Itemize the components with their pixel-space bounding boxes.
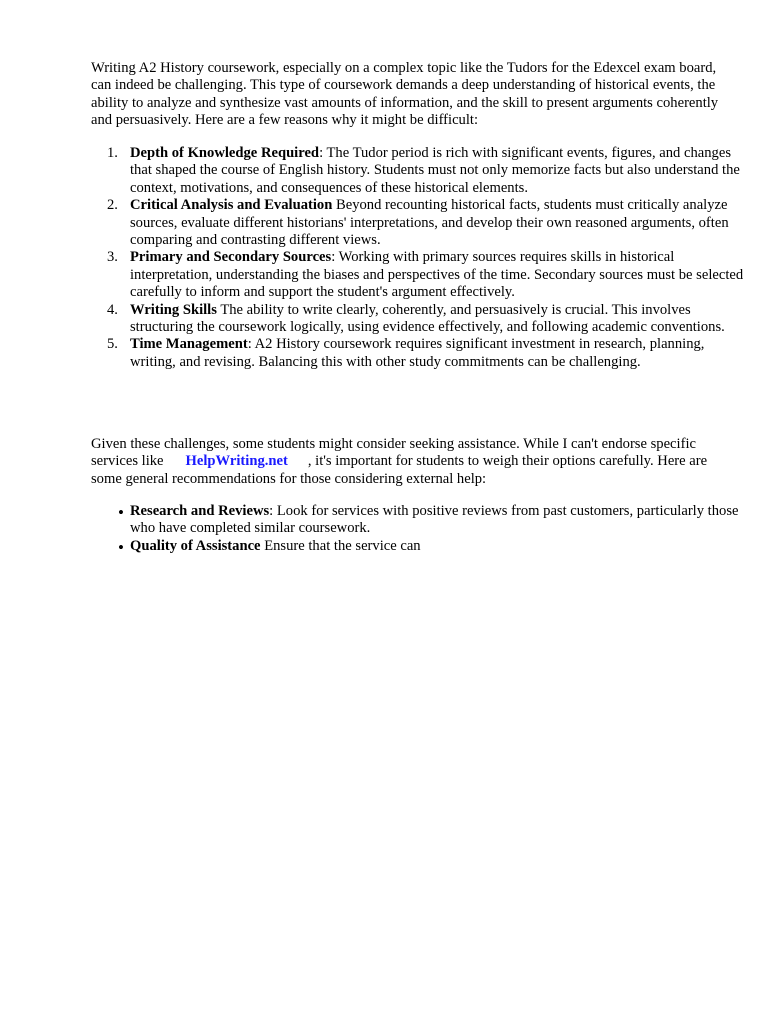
item-separator: : (331, 249, 339, 266)
list-item (107, 301, 750, 337)
list-item (107, 336, 750, 371)
given-text-after: , it's important for students to weigh their options carefully. Here are some general recommendations for those considering external help: (91, 453, 708, 487)
list-item (118, 537, 750, 557)
list-number: 5. (107, 336, 118, 353)
intro-paragraph: Writing A2 History coursework, especially on a complex topic like the Tudors for the Edexcel exam board, can indeed be challenging. This type of coursework demands a deep understanding of historical events, the ability to analyze and synthesize vast amounts of information, and the skill to present arguments coherently and persuasively. Here are a few reasons why it might be difficult: (91, 60, 719, 129)
given-text-before: Given these challenges, some students might consider seeking assistance. While I can't endorse specific services like (91, 436, 696, 470)
item-title: Critical Analysis and Evaluation (130, 197, 333, 214)
list-item (107, 197, 750, 249)
item-separator: : (269, 503, 277, 519)
helpwriting-link[interactable]: HelpWriting.net (185, 453, 288, 470)
list-number: 3. (107, 249, 118, 266)
item-title: Primary and Secondary Sources (130, 249, 332, 266)
given-paragraph (91, 436, 731, 488)
item-separator: : (247, 336, 255, 353)
item-title: Research and Reviews (130, 503, 270, 519)
item-title: Time Management (130, 336, 248, 353)
item-title: Depth of Knowledge Required (130, 145, 320, 161)
item-text: The Tudor period is rich with significant events, figures, and changes that shaped the course of English history. Students must not only memorize facts but also understand the context, motivations, and consequences of these historical elements. (130, 145, 740, 196)
bullet-icon: • (118, 503, 124, 522)
bullet-icon: • (118, 537, 124, 557)
item-title: Quality of Assistance (130, 537, 261, 554)
item-title: Writing Skills (130, 301, 217, 318)
item-text: A2 History coursework requires significant investment in research, planning, writing, and revising. Balancing this with other study commitments can be challenging. (130, 336, 705, 370)
item-text: Ensure that the service can (264, 537, 421, 554)
list-number: 2. (107, 197, 118, 214)
list-item (118, 503, 750, 538)
recommendations-list (91, 503, 750, 555)
list-number: 1. (107, 145, 118, 161)
item-separator: : (319, 145, 327, 161)
item-text: Beyond recounting historical facts, students must critically analyze sources, evaluate different historians' interpretations, and develop their own reasoned arguments, often comparing and contrasting different views. (130, 197, 729, 249)
list-item (107, 249, 750, 301)
item-text: The ability to write clearly, coherently, and persuasively is crucial. This involves structuring the coursework logically, using evidence effectively, and following academic conventions. (130, 301, 725, 336)
list-number: 4. (107, 301, 118, 318)
list-item (107, 145, 750, 197)
reasons-list (91, 145, 750, 371)
item-text: Look for services with positive reviews from past customers, particularly those who have completed similar coursework. (130, 503, 739, 537)
item-text: Working with primary sources requires skills in historical interpretation, understanding the biases and perspectives of the time. Secondary sources must be selected carefully to inform and support the student's argument effectively. (130, 249, 744, 301)
